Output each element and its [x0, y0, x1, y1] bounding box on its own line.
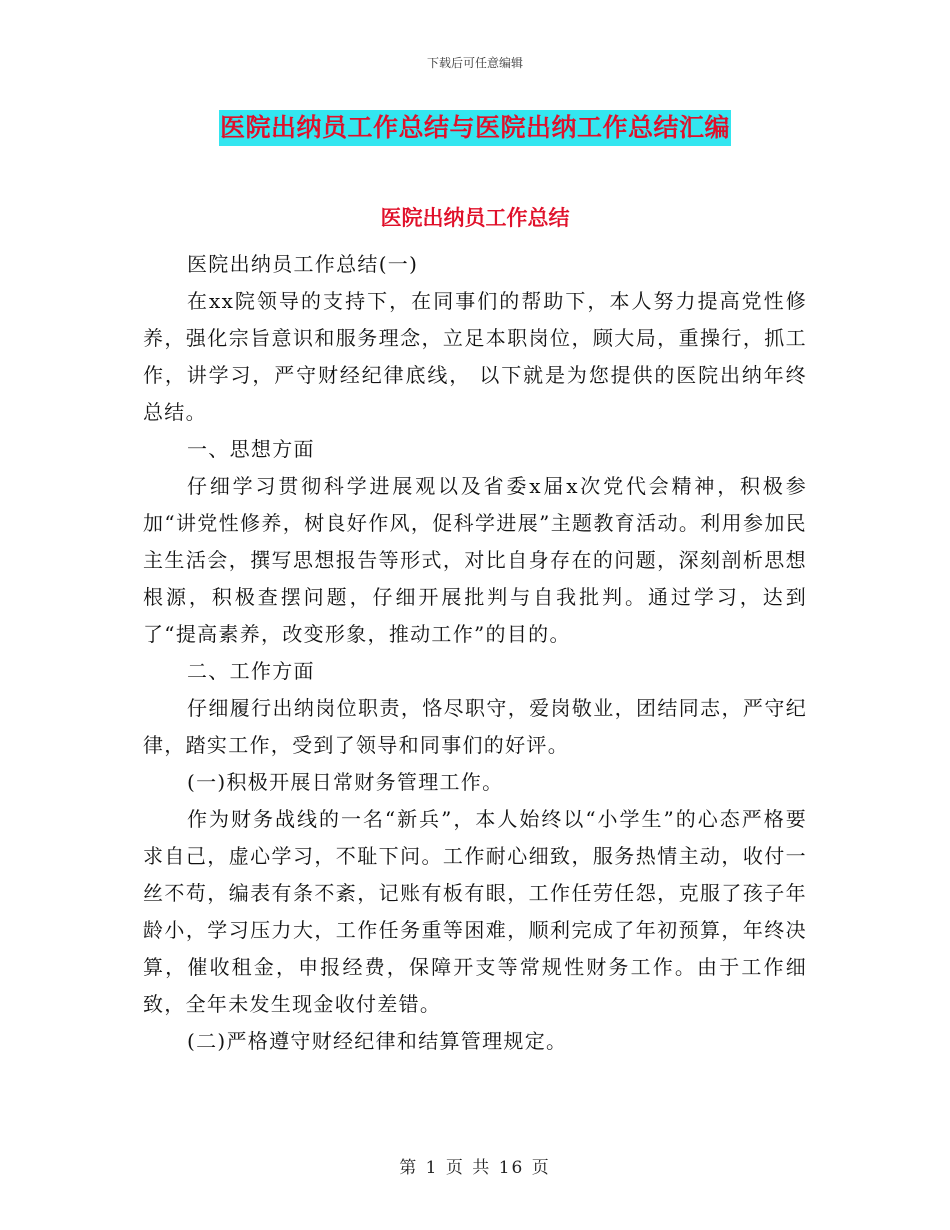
header-note: 下载后可任意编辑 — [426, 56, 523, 70]
document-body — [143, 246, 807, 1060]
subheading-daily-finance: (一)积极开展日常财务管理工作。 — [187, 770, 504, 794]
heading-thought: 一、思想方面 — [187, 437, 315, 461]
heading-work: 二、工作方面 — [187, 659, 315, 683]
paragraph-intro: 在xx院领导的支持下，在同事们的帮助下，本人努力提高党性修养，强化宗旨意识和服务理念，立足本职岗位，顾大局，重操行，抓工作，讲学习，严守财经纪律底线， 以下就是为您提供的医院出纳年终总结。 — [143, 289, 807, 424]
paragraph-daily-finance: 作为财务战线的一名“新兵”，本人始终以“小学生”的心态严格要求自己，虚心学习，不耻下问。工作耐心细致，服务热情主动，收付一丝不苟，编表有条不紊，记账有板有眼，工作任劳任怨，克服了孩子年龄小，学习压力大，工作任务重等困难，顺利完成了年初预算，年终决算，催收租金，申报经费，保障开支等常规性财务工作。由于工作细致，全年未发生现金收付差错。 — [143, 807, 807, 1016]
section-title: 医院出纳员工作总结 — [380, 206, 570, 230]
document-title-text: 医院出纳员工作总结与医院出纳工作总结汇编 — [219, 110, 731, 146]
page-indicator: 第 1 页 共 16 页 — [399, 1158, 551, 1178]
paragraph-work: 仔细履行出纳岗位职责，恪尽职守，爱岗敬业，团结同志，严守纪律，踏实工作，受到了领导和同事们的好评。 — [143, 696, 807, 757]
document-title — [0, 110, 950, 146]
subheading-discipline: (二)严格遵守财经纪律和结算管理规定。 — [187, 1029, 568, 1053]
paragraph-thought: 仔细学习贯彻科学进展观以及省委x届x次党代会精神，积极参加“讲党性修养，树良好作风，促科学进展”主题教育活动。利用参加民主生活会，撰写思想报告等形式，对比自身存在的问题，深刻剖析思想根源，积极查摆问题，仔细开展批判与自我批判。通过学习，达到了“提高素养，改变形象，推动工作”的目的。 — [143, 474, 807, 646]
paragraph-subtitle: 医院出纳员工作总结(一) — [187, 252, 419, 276]
